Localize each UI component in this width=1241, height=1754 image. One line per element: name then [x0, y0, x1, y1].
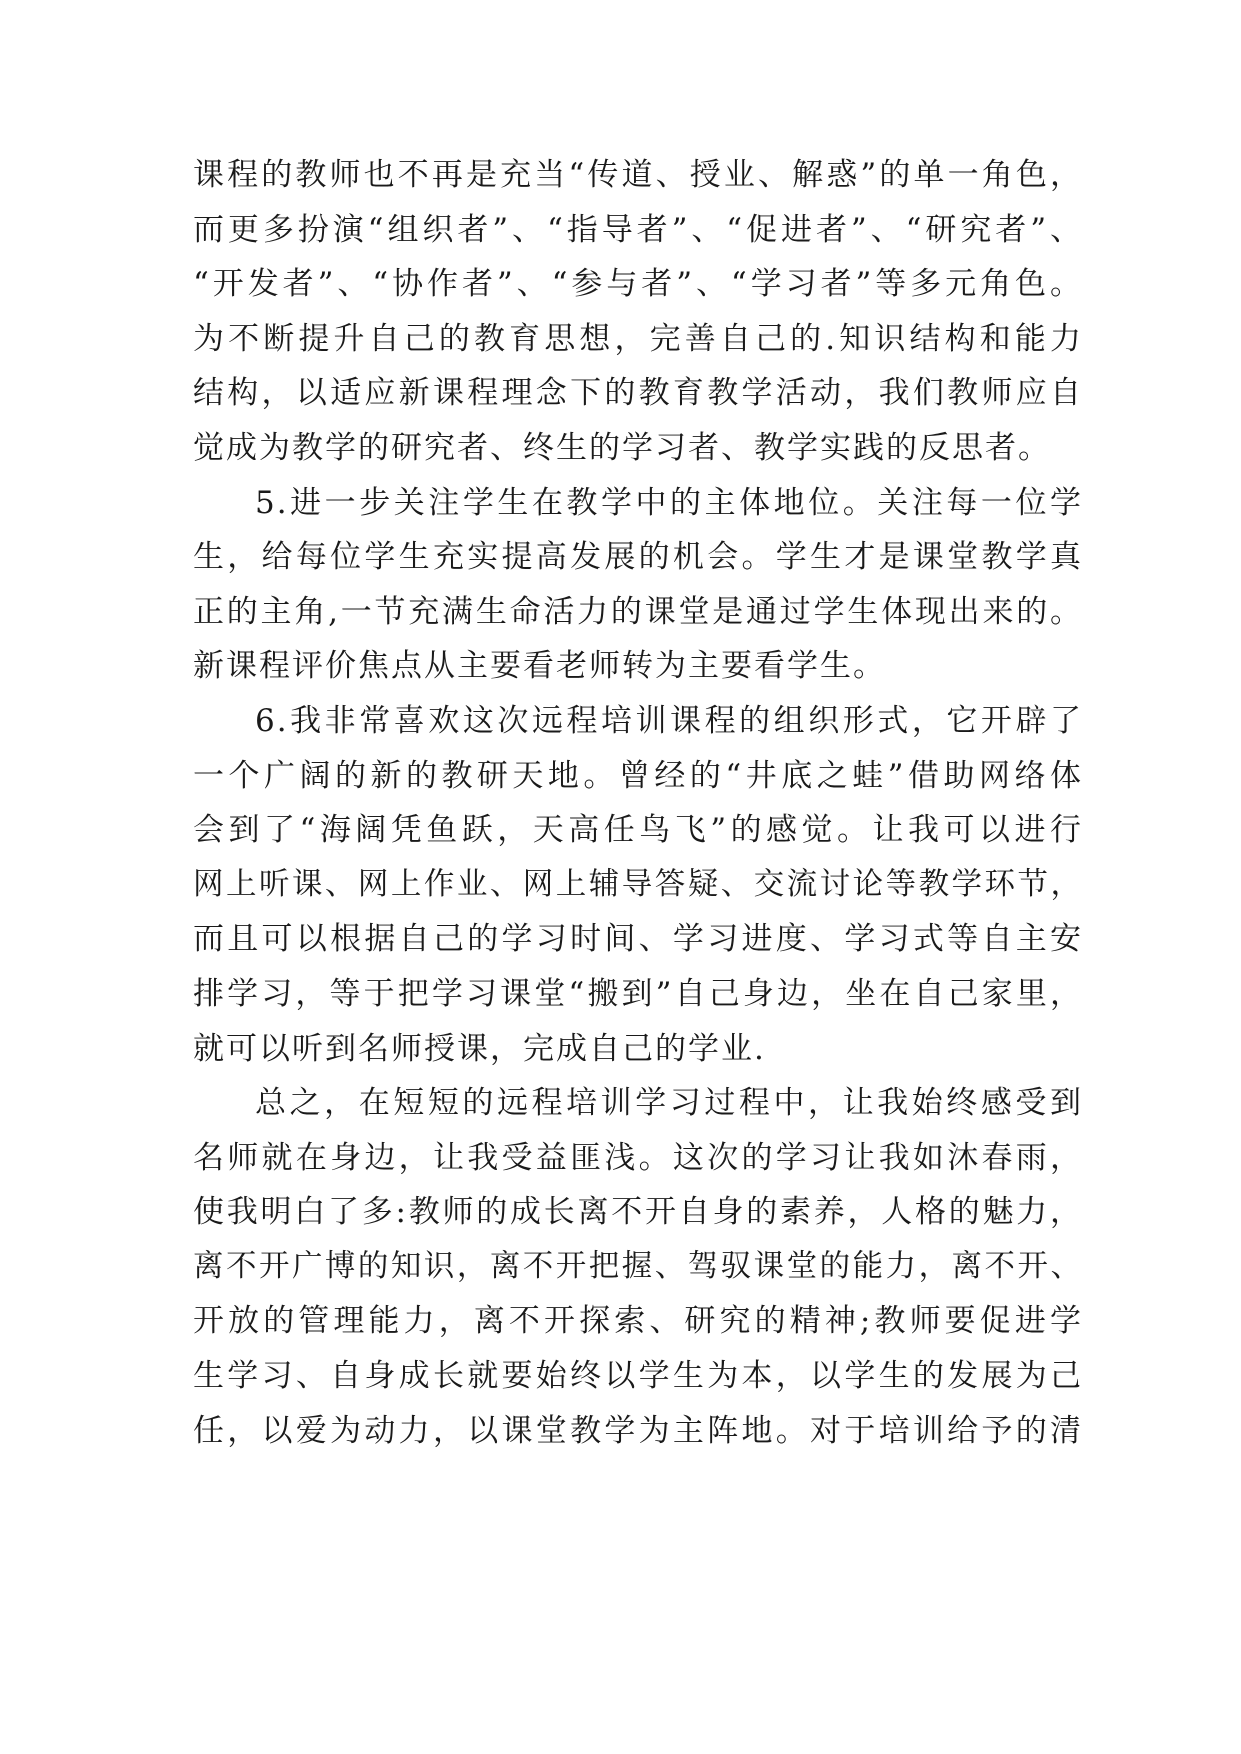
text-line: 离不开广博的知识，离不开把握、驾驭课堂的能力，离不开、 — [193, 1248, 1083, 1284]
text-line: 开放的管理能力，离不开探索、研究的精神;教师要促进学 — [193, 1303, 1083, 1340]
text-line: 任，以爱为动力，以课堂教学为主阵地。对于培训给予的清 — [193, 1412, 1083, 1449]
text-line: 为不断提升自己的教育思想，完善自己的.知识结构和能力 — [193, 320, 1083, 357]
text-line: 6.我非常喜欢这次远程培训课程的组织形式，它开辟了 — [255, 702, 1083, 739]
text-line: 生学习、自身成长就要始终以学生为本，以学生的发展为己 — [193, 1358, 1083, 1395]
text-line: 就可以听到名师授课，完成自己的学业. — [193, 1030, 766, 1067]
text-line: 一个广阔的新的教研天地。曾经的“井底之蛙”借助网络体 — [193, 757, 1083, 794]
text-line: 名师就在身边，让我受益匪浅。这次的学习让我如沐春雨， — [193, 1139, 1083, 1176]
text-line: 课程的教师也不再是充当“传道、授业、解惑”的单一角色， — [193, 157, 1083, 193]
text-line: 新课程评价焦点从主要看老师转为主要看学生。 — [193, 648, 886, 685]
text-line: 觉成为教学的研究者、终生的学习者、教学实践的反思者。 — [193, 429, 1051, 466]
text-line: 而且可以根据自己的学习时间、学习进度、学习式等自主安 — [193, 921, 1083, 958]
text-line: 总之，在短短的远程培训学习过程中，让我始终感受到 — [255, 1085, 1083, 1122]
text-line: 网上听课、网上作业、网上辅导答疑、交流讨论等教学环节， — [193, 866, 1083, 902]
text-line: 正的主角,一节充满生命活力的课堂是通过学生体现出来的。 — [193, 593, 1083, 630]
text-line: 使我明白了多:教师的成长离不开自身的素养，人格的魅力， — [193, 1194, 1083, 1231]
text-line: 而更多扮演“组织者”、“指导者”、“促进者”、“研究者”、 — [193, 211, 1083, 248]
text-line: “开发者”、“协作者”、“参与者”、“学习者”等多元角色。 — [193, 266, 1083, 303]
text-line: 排学习，等于把学习课堂“搬到”自己身边，坐在自己家里， — [193, 975, 1083, 1012]
text-line: 结构，以适应新课程理念下的教育教学活动，我们教师应自 — [193, 375, 1083, 412]
text-line: 5.进一步关注学生在教学中的主体地位。关注每一位学 — [255, 484, 1083, 521]
text-line: 生，给每位学生充实提高发展的机会。学生才是课堂教学真 — [193, 539, 1083, 576]
text-line: 会到了“海阔凭鱼跃，天高任鸟飞”的感觉。让我可以进行 — [193, 812, 1083, 849]
body-text — [193, 148, 1083, 1458]
